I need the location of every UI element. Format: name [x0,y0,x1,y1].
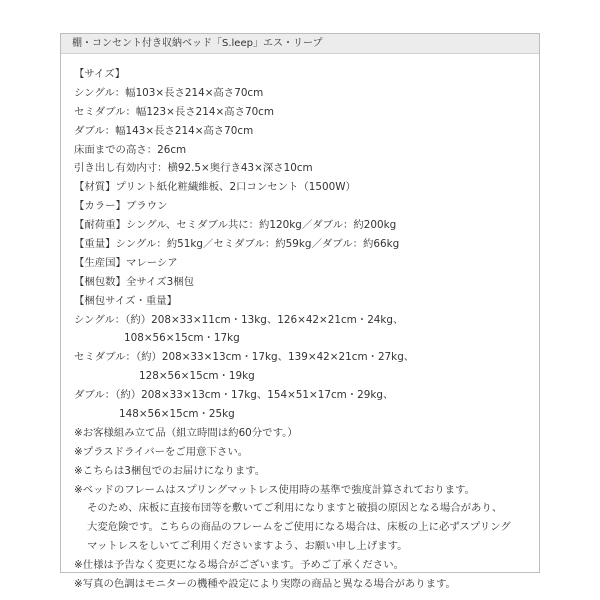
spec-line: ※お客様組み立て品（組立時間は約60分です。） [74,426,298,439]
spec-line: 引き出し有効内寸：横92.5×奥行き43×深さ10cm [74,162,313,175]
spec-line: 【生産国】マレーシア [74,256,178,269]
spec-line: シングル：幅103×長さ214×高さ70cm [74,86,264,99]
spec-line: 床面までの高さ：26cm [74,143,187,156]
spec-line: ダブル：幅143×長さ214×高さ70cm [74,124,254,137]
spec-line: 128×56×15cm・19kg [139,370,255,383]
spec-line: ※写真の色調はモニターの機種や設定により実際の商品と異なる場合があります。 [74,578,456,591]
spec-line: 大変危険です。こちらの商品のフレームをご使用になる場合は、床板の上に必ずスプリング [87,521,511,534]
spec-line: そのため、床板に直接布団等を敷いてご利用になりますと破損の原因となる場合があり、 [87,502,503,515]
spec-line: 【材質】プリント紙化粧繊維板、2口コンセント（1500W） [74,181,356,194]
spec-line: ダブル：（約）208×33×13cm・17kg、154×51×17cm・29kg、 [74,389,394,402]
spec-line: 【重量】シングル：約51kg／セミダブル：約59kg／ダブル：約66kg [74,238,400,251]
panel-title: 棚・コンセント付き収納ベッド「S.leep」エス・リープ [61,34,539,54]
spec-line: 【梱包数】全サイズ3梱包 [74,275,195,288]
spec-line: 148×56×15cm・25kg [119,408,235,421]
spec-list [74,65,533,594]
spec-panel [60,33,540,591]
spec-line: 【耐荷重】シングル、セミダブル共に：約120kg／ダブル：約200kg [74,219,397,232]
spec-line: マットレスをしいてご利用くださいますよう、お願い申し上げます。 [87,540,408,553]
spec-line: セミダブル：幅123×長さ214×高さ70cm [74,105,275,118]
spec-line: ※プラスドライバーをご用意下さい。 [74,445,249,458]
spec-line: シングル：（約）208×33×11cm・13kg、126×42×21cm・24kg、 [74,313,404,326]
spec-line: ※ベッドのフレームはスプリングマットレス使用時の基準で強度計算されております。 [74,483,475,496]
spec-line: 【カラー】ブラウン [74,200,168,213]
spec-line: ※仕様は予告なく変更になる場合がございます。予めご了承ください。 [74,559,404,572]
spec-line: ※こちらは3梱包でのお届けになります。 [74,464,266,477]
spec-line: セミダブル：（約）208×33×13cm・17kg、139×42×21cm・27kg、 [74,351,415,364]
spec-line: 108×56×15cm・17kg [124,332,240,345]
spec-line: 【梱包サイズ・重量】 [74,294,178,307]
spec-line: 【サイズ】 [74,68,126,80]
